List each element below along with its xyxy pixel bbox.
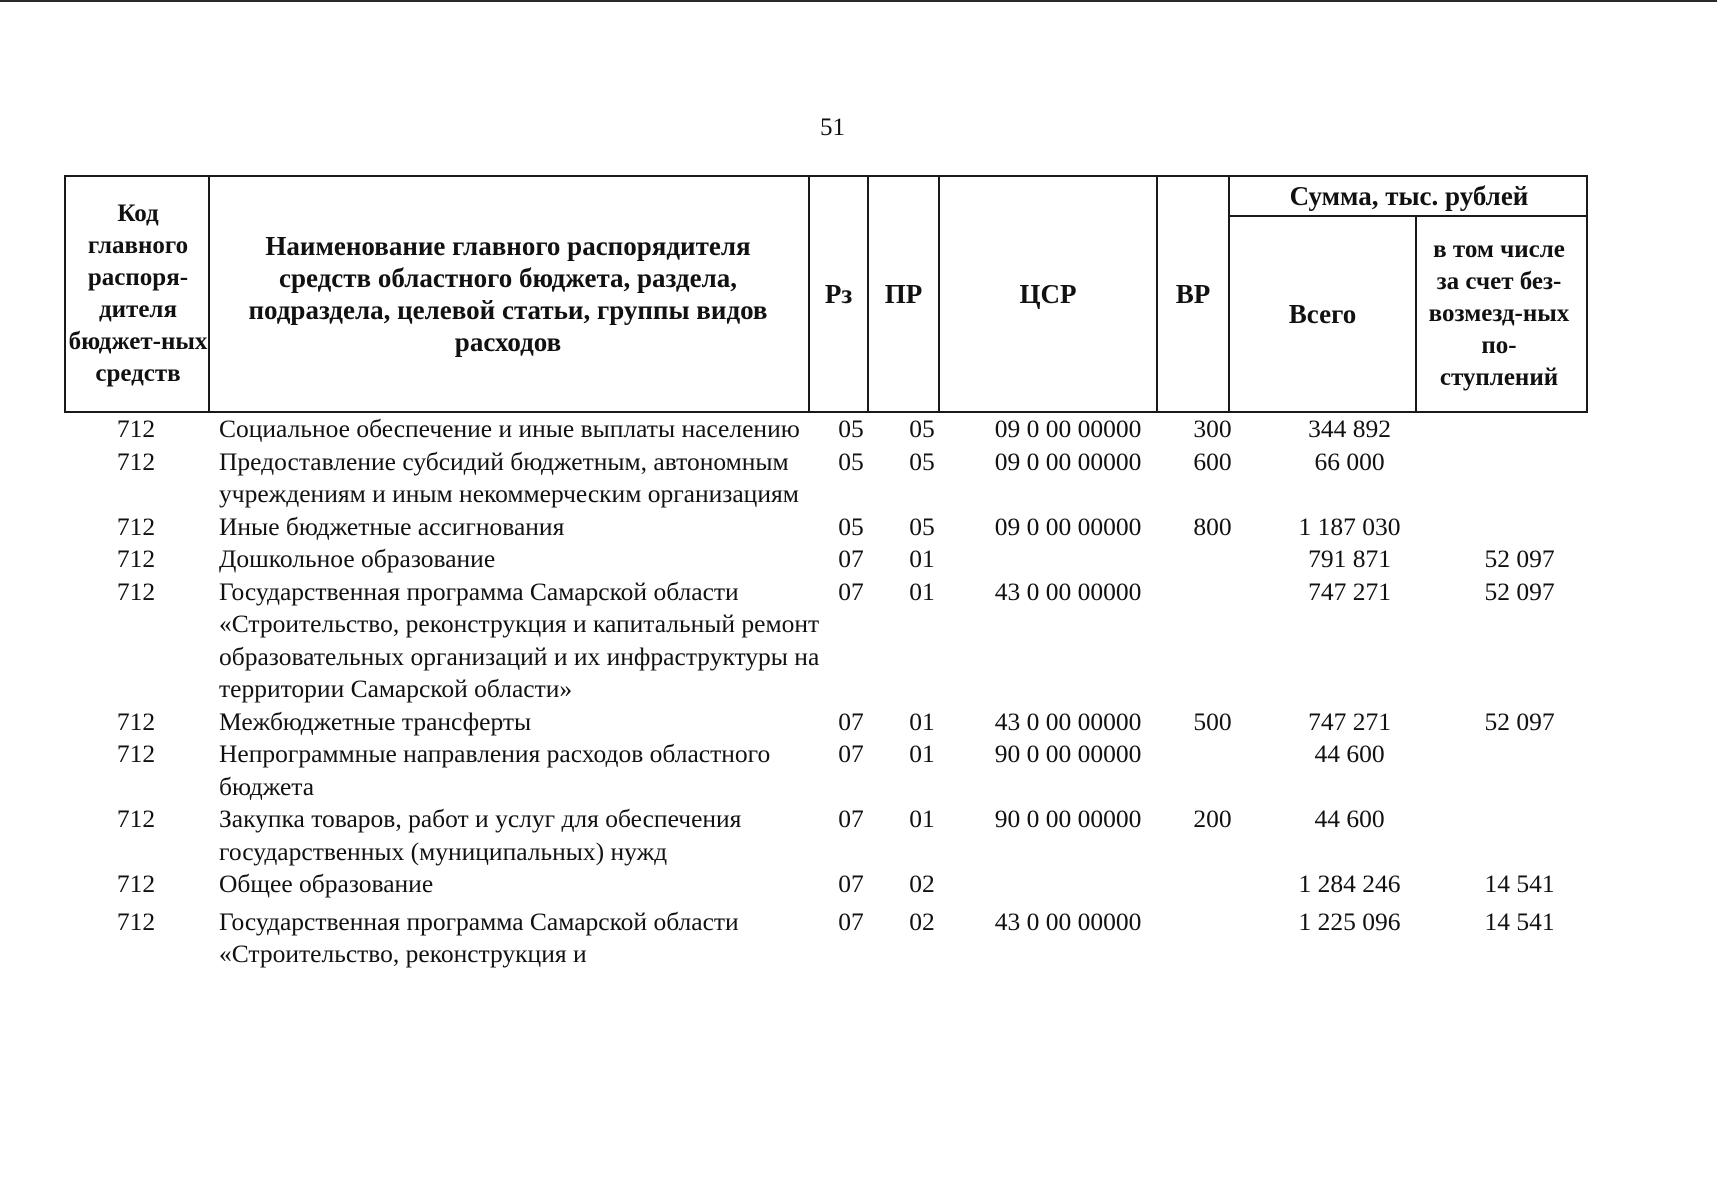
- table-header: [64, 175, 1588, 413]
- row-total: 1 284 246: [1298, 869, 1401, 898]
- row-total: 791 871: [1308, 544, 1391, 573]
- row-total: 44 600: [1314, 739, 1385, 768]
- header-total: Всего: [1288, 299, 1357, 329]
- top-border-line: [0, 0, 1717, 2]
- row-grant: 52 097: [1484, 576, 1555, 606]
- table-row: [64, 543, 1588, 576]
- row-code: 712: [116, 576, 156, 606]
- row-csr: 09 0 00 00000: [994, 414, 1142, 443]
- row-pr: 01: [909, 739, 935, 768]
- row-rz: 05: [838, 414, 864, 443]
- row-csr: 43 0 00 00000: [994, 706, 1142, 736]
- row-name: Предоставление субсидий бюджетным, автономным учреждениям и иным некоммерческим организациям: [219, 446, 799, 508]
- row-vr: 200: [1193, 804, 1232, 833]
- row-pr: 01: [909, 576, 935, 606]
- row-csr: 43 0 00 00000: [994, 906, 1142, 936]
- row-rz: 07: [838, 869, 864, 898]
- row-rz: 07: [838, 804, 864, 833]
- row-vr: 800: [1193, 511, 1232, 541]
- header-csr: ЦСР: [1019, 279, 1077, 309]
- header-code: Код главного распоря-дителя бюджет-ных средств: [68, 200, 208, 387]
- row-code: 712: [116, 446, 156, 476]
- row-pr: 01: [909, 804, 935, 833]
- row-csr: 90 0 00 00000: [994, 804, 1142, 833]
- row-name: Закупка товаров, работ и услуг для обеспечения государственных (муниципальных) нужд: [219, 804, 742, 866]
- row-pr: 02: [909, 906, 935, 936]
- table-row: [64, 906, 1588, 971]
- row-code: 712: [116, 544, 156, 573]
- table-row: [64, 511, 1588, 544]
- row-total: 1 187 030: [1298, 511, 1401, 541]
- header-sum: Сумма, тыс. рублей: [1289, 181, 1529, 211]
- row-total: 747 271: [1308, 706, 1391, 736]
- row-code: 712: [116, 511, 156, 541]
- row-code: 712: [116, 869, 156, 898]
- row-rz: 07: [838, 706, 864, 736]
- table-row: [64, 868, 1588, 901]
- row-vr: 600: [1193, 446, 1232, 476]
- row-grant: 14 541: [1484, 869, 1555, 898]
- row-rz: 05: [838, 446, 864, 476]
- header-divider: [208, 177, 210, 411]
- row-csr: 90 0 00 00000: [994, 739, 1142, 768]
- header-pr: ПР: [884, 279, 923, 309]
- table-row: [64, 413, 1588, 446]
- table-body: [64, 413, 1588, 971]
- row-name: Государственная программа Самарской области «Строительство, реконструкция и: [219, 906, 739, 968]
- row-total: 747 271: [1308, 576, 1391, 606]
- row-pr: 01: [909, 544, 935, 573]
- row-total: 44 600: [1314, 804, 1385, 833]
- row-name: Дошкольное образование: [219, 544, 496, 573]
- row-total: 344 892: [1308, 414, 1391, 443]
- row-total: 1 225 096: [1298, 906, 1401, 936]
- row-code: 712: [116, 906, 156, 936]
- header-divider: [1415, 215, 1417, 411]
- row-pr: 05: [909, 414, 935, 443]
- row-grant: 14 541: [1484, 906, 1555, 936]
- row-code: 712: [116, 706, 156, 736]
- row-pr: 01: [909, 706, 935, 736]
- row-name: Общее образование: [219, 869, 434, 898]
- row-vr: 500: [1193, 706, 1232, 736]
- row-grant: 52 097: [1484, 544, 1555, 573]
- row-code: 712: [116, 414, 156, 443]
- header-rz: Рз: [824, 279, 853, 309]
- row-rz: 07: [838, 906, 864, 936]
- row-pr: 05: [909, 446, 935, 476]
- row-total: 66 000: [1314, 446, 1385, 476]
- table-row: [64, 706, 1588, 739]
- header-name: Наименование главного распорядителя средств областного бюджета, раздела, подраздела, целевой статьи, группы видов расходов: [248, 231, 768, 357]
- row-code: 712: [116, 804, 156, 833]
- row-csr: 43 0 00 00000: [994, 576, 1142, 606]
- row-name: Социальное обеспечение и иные выплаты населению: [219, 414, 800, 443]
- row-name: Непрограммные направления расходов областного бюджета: [219, 739, 771, 801]
- table-row: [64, 446, 1588, 511]
- table-row: [64, 576, 1588, 706]
- row-rz: 07: [838, 576, 864, 606]
- header-grant: в том числе за счет без-возмезд-ных по-ступлений: [1428, 236, 1570, 391]
- row-name: Государственная программа Самарской области «Строительство, реконструкция и капитальный ремонт образовательных организаций и их инфраструктуры на территории Самарской области»: [219, 576, 820, 703]
- row-vr: 300: [1193, 414, 1232, 443]
- row-csr: 09 0 00 00000: [994, 446, 1142, 476]
- row-csr: 09 0 00 00000: [994, 511, 1142, 541]
- row-name: Иные бюджетные ассигнования: [219, 511, 565, 541]
- table-row: [64, 803, 1588, 868]
- row-grant: 52 097: [1484, 706, 1555, 736]
- table-row: [64, 738, 1588, 803]
- row-pr: 05: [909, 511, 935, 541]
- row-rz: 07: [838, 739, 864, 768]
- row-pr: 02: [909, 869, 935, 898]
- header-vr: ВР: [1175, 279, 1211, 309]
- page-number: 51: [820, 114, 845, 141]
- row-name: Межбюджетные трансферты: [219, 706, 532, 736]
- row-rz: 07: [838, 544, 864, 573]
- row-code: 712: [116, 739, 156, 768]
- row-rz: 05: [838, 511, 864, 541]
